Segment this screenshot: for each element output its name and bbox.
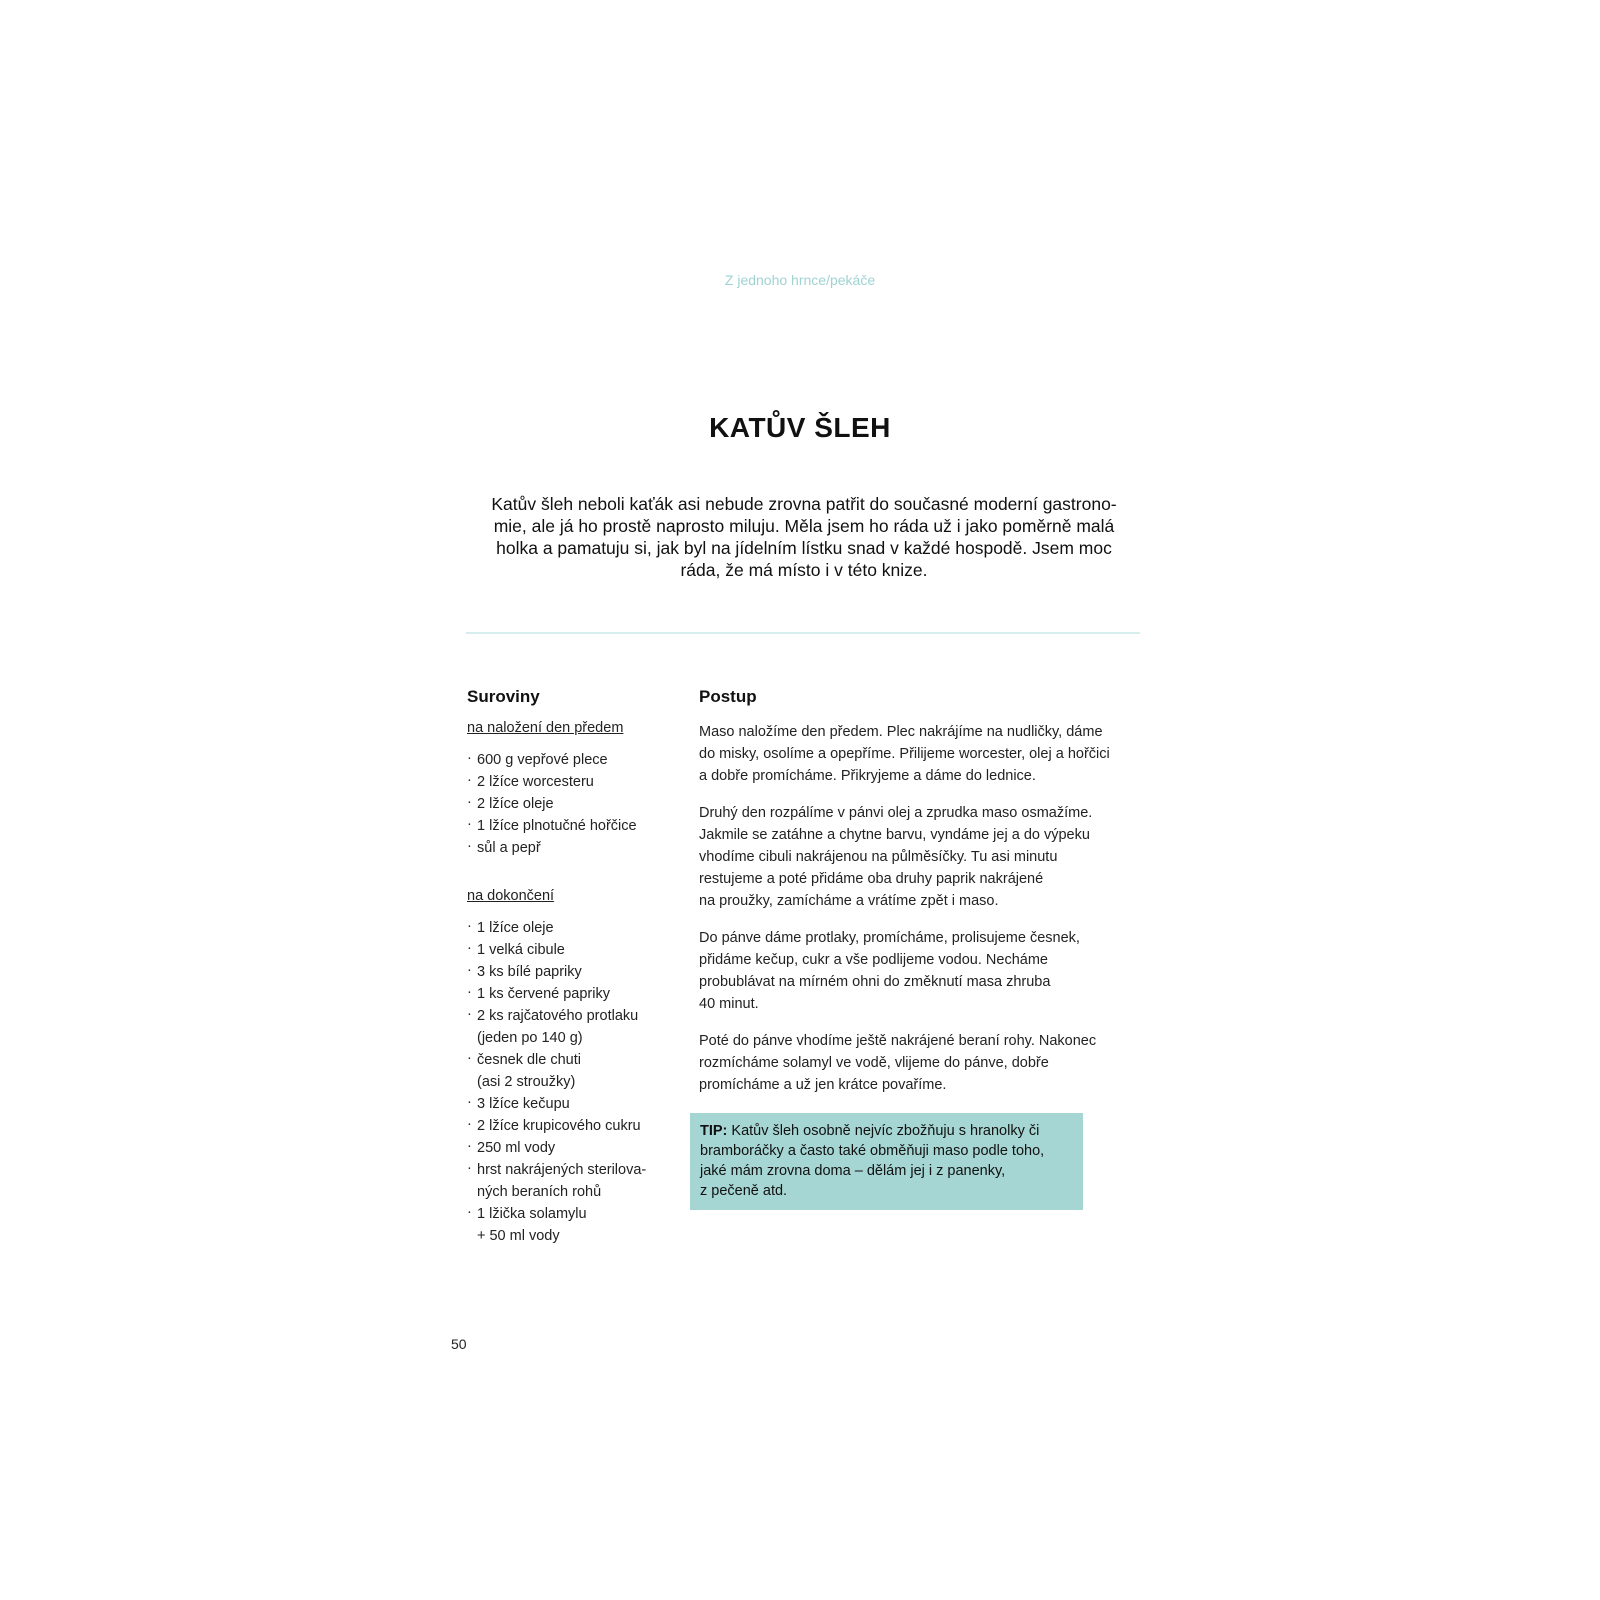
method-step-line: a dobře promícháme. Přikryjeme a dáme do lednice. bbox=[699, 768, 1036, 784]
ingredient-text: · hrst nakrájených sterilova- bbox=[477, 1162, 647, 1178]
ingredient-text: · česnek dle chuti bbox=[477, 1052, 581, 1068]
ingredient-item bbox=[467, 815, 687, 837]
section-header: Z jednoho hrnce/pekáče bbox=[724, 272, 876, 288]
ingredient-text: · 3 lžíce kečupu bbox=[477, 1096, 570, 1112]
ingredient-text: · 1 lžička solamylu bbox=[477, 1206, 587, 1222]
method-step-line: vhodíme cibuli nakrájenou na půlměsíčky. Tu asi minutu bbox=[699, 849, 1058, 865]
method-step-line: Druhý den rozpálíme v pánvi olej a zprudka maso osmažíme. bbox=[699, 805, 1093, 821]
ingredient-text: · 250 ml vody bbox=[477, 1140, 556, 1156]
tip-box bbox=[690, 1113, 1083, 1210]
ingredient-text: · sůl a pepř bbox=[477, 840, 541, 856]
ingredient-text: (jeden po 140 g) bbox=[477, 1030, 583, 1046]
method-step bbox=[699, 721, 1139, 787]
method-step-line: Poté do pánve vhodíme ještě nakrájené beraní rohy. Nakonec bbox=[699, 1033, 1097, 1049]
tip-line: Katův šleh osobně nejvíc zbožňuju s hranolky či bbox=[727, 1123, 1040, 1139]
method-step bbox=[699, 802, 1139, 912]
ingredient-item bbox=[467, 917, 687, 939]
ingredient-item bbox=[467, 983, 687, 1005]
method-column bbox=[699, 683, 1139, 1096]
ingredients-list bbox=[467, 749, 687, 859]
ingredient-item bbox=[467, 749, 687, 771]
ingredient-item bbox=[467, 939, 687, 961]
method-step-line: na proužky, zamícháme a vrátíme zpět i maso. bbox=[699, 893, 999, 909]
method-steps bbox=[699, 721, 1139, 1096]
ingredients-group-label: na dokončení bbox=[467, 888, 555, 904]
ingredient-text: · 2 ks rajčatového protlaku bbox=[477, 1008, 639, 1024]
ingredient-item bbox=[467, 1093, 687, 1115]
ingredients-list bbox=[467, 917, 687, 1247]
ingredient-text: ných beraních rohů bbox=[477, 1184, 602, 1200]
ingredient-text: · 2 lžíce krupicového cukru bbox=[477, 1118, 641, 1134]
ingredient-item bbox=[467, 961, 687, 983]
tip-line: z pečeně atd. bbox=[700, 1183, 788, 1199]
ingredient-text: · 2 lžíce oleje bbox=[477, 796, 554, 812]
intro-line: ráda, že má místo i v této knize. bbox=[680, 560, 928, 580]
ingredient-item bbox=[467, 793, 687, 815]
ingredients-group-label: na naložení den předem bbox=[467, 720, 624, 736]
ingredient-item bbox=[467, 837, 687, 859]
ingredient-text: · 1 velká cibule bbox=[477, 942, 565, 958]
ingredient-text: · 3 ks bílé papriky bbox=[477, 964, 582, 980]
ingredient-text: · 600 g vepřové plece bbox=[477, 752, 608, 768]
ingredients-heading: Suroviny bbox=[467, 687, 540, 706]
ingredient-text: · 1 ks červené papriky bbox=[477, 986, 610, 1002]
ingredient-item bbox=[467, 1049, 687, 1093]
method-step-line: Jakmile se zatáhne a chytne barvu, vyndáme jej a do výpeku bbox=[699, 827, 1090, 843]
ingredient-text: (asi 2 stroužky) bbox=[477, 1074, 576, 1090]
method-step-line: přidáme kečup, cukr a vše podlijeme vodou. Necháme bbox=[699, 952, 1048, 968]
ingredient-item bbox=[467, 1115, 687, 1137]
ingredients-column bbox=[467, 683, 687, 1247]
method-step-line: do misky, osolíme a opepříme. Přilijeme worcester, olej a hořčici bbox=[699, 746, 1110, 762]
ingredient-item bbox=[467, 1005, 687, 1049]
method-step bbox=[699, 1030, 1139, 1096]
method-step-line: restujeme a poté přidáme oba druhy paprik nakrájené bbox=[699, 871, 1044, 887]
ingredient-text: · 1 lžíce oleje bbox=[477, 920, 554, 936]
recipe-intro bbox=[466, 493, 1142, 581]
ingredient-item bbox=[467, 1203, 687, 1247]
method-step bbox=[699, 927, 1139, 1015]
ingredient-text: + 50 ml vody bbox=[477, 1228, 560, 1244]
method-step-line: rozmícháme solamyl ve vodě, vlijeme do pánve, dobře bbox=[699, 1055, 1049, 1071]
ingredient-text: · 2 lžíce worcesteru bbox=[477, 774, 594, 790]
method-heading: Postup bbox=[699, 687, 757, 706]
intro-line: holka a pamatuju si, jak byl na jídelním lístku snad v každé hospodě. Jsem moc bbox=[496, 538, 1112, 558]
ingredient-text: · 1 lžíce plnotučné hořčice bbox=[477, 818, 637, 834]
method-step-line: promícháme a už jen krátce povaříme. bbox=[699, 1077, 947, 1093]
tip-label: TIP: bbox=[700, 1123, 728, 1139]
method-step-line: Maso naložíme den předem. Plec nakrájíme na nudličky, dáme bbox=[699, 724, 1103, 740]
method-step-line: 40 minut. bbox=[699, 996, 759, 1012]
recipe-title: KATŮV ŠLEH bbox=[709, 412, 891, 443]
method-step-line: probublávat na mírném ohni do změknutí masa zhruba bbox=[699, 974, 1051, 990]
intro-line: mie, ale já ho prostě naprosto miluju. Měla jsem ho ráda už i jako poměrně malá bbox=[493, 516, 1115, 536]
ingredient-item bbox=[467, 1137, 687, 1159]
method-step-line: Do pánve dáme protlaky, promícháme, prolisujeme česnek, bbox=[699, 930, 1080, 946]
page-number: 50 bbox=[451, 1336, 467, 1352]
tip-line: jaké mám zrovna doma – dělám jej i z panenky, bbox=[700, 1163, 1006, 1179]
tip-line: bramboráčky a často také obměňuji maso podle toho, bbox=[700, 1143, 1045, 1159]
ingredient-item bbox=[467, 1159, 687, 1203]
section-divider bbox=[466, 632, 1140, 634]
intro-line: Katův šleh neboli kaťák asi nebude zrovna patřit do současné moderní gastrono- bbox=[491, 494, 1117, 514]
ingredient-item bbox=[467, 771, 687, 793]
